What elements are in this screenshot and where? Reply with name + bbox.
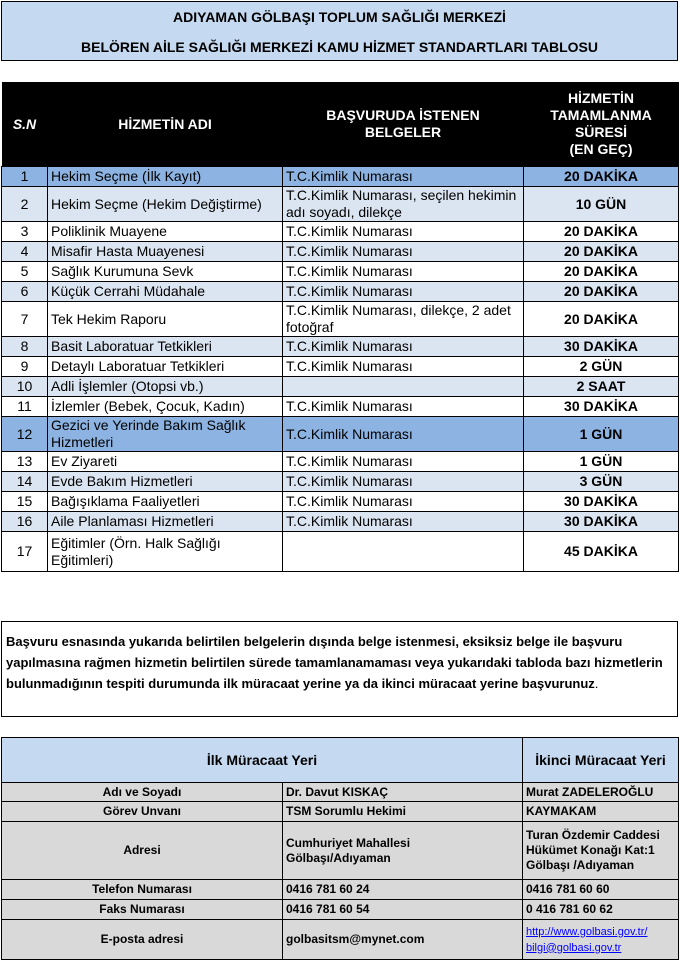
service-name: Evde Bakım Hizmetleri bbox=[48, 472, 283, 492]
service-name: Hekim Seçme (İlk Kayıt) bbox=[48, 167, 283, 187]
service-name: Eğitimler (Örn. Halk Sağlığı Eğitimleri) bbox=[48, 532, 283, 572]
service-name: Küçük Cerrahi Müdahale bbox=[48, 282, 283, 302]
completion-duration: 30 DAKİKA bbox=[524, 337, 679, 357]
table-row bbox=[2, 167, 679, 187]
required-documents: T.C.Kimlik Numarası, seçilen hekimin adı soyadı, dilekçe bbox=[283, 187, 524, 222]
table-row bbox=[2, 532, 679, 572]
contact-row-title bbox=[2, 802, 679, 822]
row-number: 1 bbox=[2, 167, 48, 187]
completion-duration: 2 SAAT bbox=[524, 377, 679, 397]
row-number: 17 bbox=[2, 532, 48, 572]
contact-row-fax bbox=[2, 900, 679, 920]
address-second: Turan Özdemir Caddesi Hükümet Konağı Kat:1 Gölbaşı /Adıyaman bbox=[523, 822, 679, 880]
service-name: Sağlık Kurumuna Sevk bbox=[48, 262, 283, 282]
service-name: Adli İşlemler (Otopsi vb.) bbox=[48, 377, 283, 397]
row-number: 11 bbox=[2, 397, 48, 417]
phone-first: 0416 781 60 24 bbox=[283, 880, 523, 900]
phone-label: Telefon Numarası bbox=[2, 880, 283, 900]
row-number: 9 bbox=[2, 357, 48, 377]
column-header-documents: BAŞVURUDA İSTENEN BELGELER bbox=[283, 82, 524, 167]
required-documents: T.C.Kimlik Numarası bbox=[283, 512, 524, 532]
second-application-header: İkinci Müracaat Yeri bbox=[523, 738, 679, 783]
column-header-sn: S.N bbox=[2, 82, 48, 167]
table-header-row bbox=[2, 82, 679, 167]
completion-duration: 20 DAKİKA bbox=[524, 167, 679, 187]
completion-duration: 20 DAKİKA bbox=[524, 242, 679, 262]
fax-first: 0416 781 60 54 bbox=[283, 900, 523, 920]
service-name: Poliklinik Muayene bbox=[48, 222, 283, 242]
contact-row-address bbox=[2, 822, 679, 880]
completion-duration: 30 DAKİKA bbox=[524, 492, 679, 512]
email-first: golbasitsm@mynet.com bbox=[283, 920, 523, 960]
table-row bbox=[2, 512, 679, 532]
table-title: BELÖREN AİLE SAĞLIĞI MERKEZİ KAMU HİZMET STANDARTLARI TABLOSU bbox=[81, 39, 598, 55]
column-header-duration: HİZMETİN TAMAMLANMA SÜRESİ (EN GEÇ) bbox=[524, 82, 679, 167]
service-name: Detaylı Laboratuar Tetkikleri bbox=[48, 357, 283, 377]
contact-table bbox=[1, 737, 679, 960]
service-name: Hekim Seçme (Hekim Değiştirme) bbox=[48, 187, 283, 222]
service-name: İzlemler (Bebek, Çocuk, Kadın) bbox=[48, 397, 283, 417]
table-row bbox=[2, 357, 679, 377]
completion-duration: 20 DAKİKA bbox=[524, 282, 679, 302]
fax-second: 0 416 781 60 62 bbox=[523, 900, 679, 920]
completion-duration: 3 GÜN bbox=[524, 472, 679, 492]
complaint-note: Başvuru esnasında yukarıda belirtilen belgelerin dışında belge istenmesi, eksiksiz belge ile başvuru yapılmasına rağmen hizmetin belirtilen sürede tamamlanamaması veya yukarıdaki tabloda bazı hizmetlerin bulunmadığının tespiti durumunda ilk müracaat yerine ya da ikinci müracaat yerine başvurunuz. bbox=[1, 621, 678, 717]
title-label: Görev Unvanı bbox=[2, 802, 283, 822]
required-documents bbox=[283, 532, 524, 572]
document-header bbox=[1, 1, 678, 61]
name-label: Adı ve Soyadı bbox=[2, 783, 283, 802]
table-row bbox=[2, 242, 679, 262]
completion-duration: 30 DAKİKA bbox=[524, 397, 679, 417]
table-row bbox=[2, 282, 679, 302]
required-documents bbox=[283, 377, 524, 397]
row-number: 7 bbox=[2, 302, 48, 337]
required-documents: T.C.Kimlik Numarası bbox=[283, 452, 524, 472]
row-number: 16 bbox=[2, 512, 48, 532]
table-row bbox=[2, 397, 679, 417]
service-name: Gezici ve Yerinde Bakım Sağlık Hizmetleri bbox=[48, 417, 283, 452]
required-documents: T.C.Kimlik Numarası bbox=[283, 492, 524, 512]
required-documents: T.C.Kimlik Numarası bbox=[283, 242, 524, 262]
required-documents: T.C.Kimlik Numarası bbox=[283, 357, 524, 377]
completion-duration: 45 DAKİKA bbox=[524, 532, 679, 572]
column-header-service-name: HİZMETİN ADI bbox=[48, 82, 283, 167]
table-row bbox=[2, 187, 679, 222]
required-documents: T.C.Kimlik Numarası bbox=[283, 337, 524, 357]
required-documents: T.C.Kimlik Numarası bbox=[283, 262, 524, 282]
table-row bbox=[2, 452, 679, 472]
email-second bbox=[523, 920, 679, 960]
service-name: Ev Ziyareti bbox=[48, 452, 283, 472]
first-application-header: İlk Müracaat Yeri bbox=[2, 738, 523, 783]
email-label: E-posta adresi bbox=[2, 920, 283, 960]
table-row bbox=[2, 492, 679, 512]
service-name: Aile Planlaması Hizmetleri bbox=[48, 512, 283, 532]
completion-duration: 10 GÜN bbox=[524, 187, 679, 222]
row-number: 15 bbox=[2, 492, 48, 512]
row-number: 6 bbox=[2, 282, 48, 302]
completion-duration: 2 GÜN bbox=[524, 357, 679, 377]
table-row bbox=[2, 222, 679, 242]
email-link[interactable]: bilgi@golbasi.gov.tr bbox=[526, 941, 622, 954]
fax-label: Faks Numarası bbox=[2, 900, 283, 920]
table-row bbox=[2, 472, 679, 492]
table-row bbox=[2, 377, 679, 397]
table-row bbox=[2, 302, 679, 337]
required-documents: T.C.Kimlik Numarası bbox=[283, 222, 524, 242]
row-number: 10 bbox=[2, 377, 48, 397]
contact-header-row bbox=[2, 738, 679, 783]
service-name: Misafir Hasta Muayenesi bbox=[48, 242, 283, 262]
row-number: 3 bbox=[2, 222, 48, 242]
completion-duration: 20 DAKİKA bbox=[524, 302, 679, 337]
required-documents: T.C.Kimlik Numarası bbox=[283, 282, 524, 302]
title-first: TSM Sorumlu Hekimi bbox=[283, 802, 523, 822]
address-first: Cumhuriyet Mahallesi Gölbaşı/Adıyaman bbox=[283, 822, 523, 880]
required-documents: T.C.Kimlik Numarası bbox=[283, 417, 524, 452]
required-documents: T.C.Kimlik Numarası bbox=[283, 167, 524, 187]
contact-row-phone bbox=[2, 880, 679, 900]
name-first: Dr. Davut KISKAÇ bbox=[283, 783, 523, 802]
website-link[interactable]: http://www.golbasi.gov.tr/ bbox=[526, 925, 648, 938]
table-row bbox=[2, 417, 679, 452]
row-number: 4 bbox=[2, 242, 48, 262]
institution-title: ADIYAMAN GÖLBAŞI TOPLUM SAĞLIĞI MERKEZİ bbox=[173, 9, 506, 25]
completion-duration: 20 DAKİKA bbox=[524, 262, 679, 282]
row-number: 2 bbox=[2, 187, 48, 222]
row-number: 14 bbox=[2, 472, 48, 492]
completion-duration: 20 DAKİKA bbox=[524, 222, 679, 242]
row-number: 12 bbox=[2, 417, 48, 452]
completion-duration: 30 DAKİKA bbox=[524, 512, 679, 532]
contact-row-name bbox=[2, 783, 679, 802]
address-label: Adresi bbox=[2, 822, 283, 880]
service-name: Basit Laboratuar Tetkikleri bbox=[48, 337, 283, 357]
service-name: Tek Hekim Raporu bbox=[48, 302, 283, 337]
required-documents: T.C.Kimlik Numarası bbox=[283, 397, 524, 417]
service-standards-table bbox=[1, 82, 679, 572]
row-number: 5 bbox=[2, 262, 48, 282]
title-second: KAYMAKAM bbox=[523, 802, 679, 822]
table-row bbox=[2, 262, 679, 282]
completion-duration: 1 GÜN bbox=[524, 417, 679, 452]
required-documents: T.C.Kimlik Numarası bbox=[283, 472, 524, 492]
row-number: 8 bbox=[2, 337, 48, 357]
completion-duration: 1 GÜN bbox=[524, 452, 679, 472]
contact-row-email bbox=[2, 920, 679, 960]
row-number: 13 bbox=[2, 452, 48, 472]
phone-second: 0416 781 60 60 bbox=[523, 880, 679, 900]
required-documents: T.C.Kimlik Numarası, dilekçe, 2 adet fotoğraf bbox=[283, 302, 524, 337]
service-name: Bağışıklama Faaliyetleri bbox=[48, 492, 283, 512]
table-row bbox=[2, 337, 679, 357]
name-second: Murat ZADELEROĞLU bbox=[523, 783, 679, 802]
